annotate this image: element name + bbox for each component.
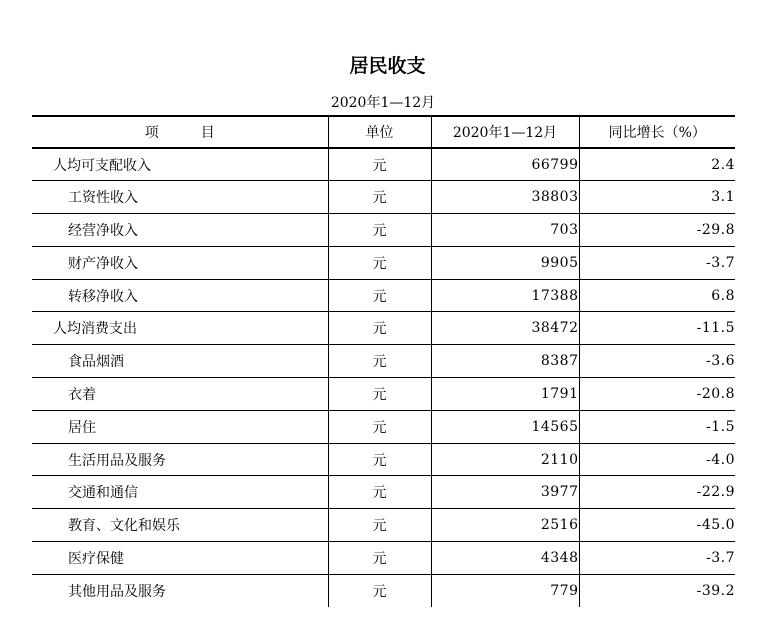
row-growth: -29.8 [579, 214, 735, 247]
row-unit: 元 [328, 410, 431, 443]
row-item-label: 居住 [32, 410, 328, 443]
header-growth: 同比增长（%） [579, 116, 735, 148]
row-value: 38472 [431, 312, 579, 345]
row-growth: -3.7 [579, 246, 735, 279]
row-unit: 元 [328, 574, 431, 607]
row-item-label: 人均消费支出 [32, 312, 328, 345]
stats-table [32, 115, 735, 607]
row-item-label: 人均可支配收入 [32, 148, 328, 181]
table-row [32, 574, 735, 607]
row-unit: 元 [328, 378, 431, 411]
table-row [32, 214, 735, 247]
table-row [32, 345, 735, 378]
row-item-label: 医疗保健 [32, 542, 328, 575]
row-item-label: 教育、文化和娱乐 [32, 509, 328, 542]
row-unit: 元 [328, 542, 431, 575]
row-item-label: 财产净收入 [32, 246, 328, 279]
row-unit: 元 [328, 345, 431, 378]
row-growth: 6.8 [579, 279, 735, 312]
row-item-label: 工资性收入 [32, 181, 328, 214]
table-row [32, 312, 735, 345]
page-title: 居民收支 [349, 55, 426, 77]
row-item-label: 衣着 [32, 378, 328, 411]
row-growth: 3.1 [579, 181, 735, 214]
header-value: 2020年1—12月 [431, 116, 579, 148]
row-value: 1791 [431, 378, 579, 411]
row-unit: 元 [328, 181, 431, 214]
row-growth: -3.6 [579, 345, 735, 378]
table-row [32, 542, 735, 575]
row-item-label: 交通和通信 [32, 476, 328, 509]
row-item-label: 食品烟酒 [32, 345, 328, 378]
table-row [32, 509, 735, 542]
row-value: 9905 [431, 246, 579, 279]
row-growth: -1.5 [579, 410, 735, 443]
row-unit: 元 [328, 214, 431, 247]
row-value: 703 [431, 214, 579, 247]
table-row [32, 378, 735, 411]
row-unit: 元 [328, 246, 431, 279]
row-value: 3977 [431, 476, 579, 509]
row-growth: -20.8 [579, 378, 735, 411]
table-row [32, 443, 735, 476]
row-item-label: 转移净收入 [32, 279, 328, 312]
row-unit: 元 [328, 509, 431, 542]
row-value: 8387 [431, 345, 579, 378]
table-row [32, 279, 735, 312]
row-item-label: 生活用品及服务 [32, 443, 328, 476]
table-row [32, 181, 735, 214]
row-unit: 元 [328, 443, 431, 476]
table-row [32, 148, 735, 181]
row-value: 66799 [431, 148, 579, 181]
row-value: 38803 [431, 181, 579, 214]
row-value: 17388 [431, 279, 579, 312]
row-value: 779 [431, 574, 579, 607]
header-item: 项 目 [32, 116, 328, 148]
row-growth: -3.7 [579, 542, 735, 575]
row-item-label: 经营净收入 [32, 214, 328, 247]
row-unit: 元 [328, 312, 431, 345]
row-unit: 元 [328, 476, 431, 509]
row-growth: -45.0 [579, 509, 735, 542]
row-value: 4348 [431, 542, 579, 575]
table-row [32, 410, 735, 443]
table-body [32, 148, 735, 607]
row-unit: 元 [328, 279, 431, 312]
table-header-row [32, 116, 735, 148]
table-period: 2020年1—12月 [330, 95, 436, 111]
row-unit: 元 [328, 148, 431, 181]
row-growth: -22.9 [579, 476, 735, 509]
row-growth: -39.2 [579, 574, 735, 607]
table-row [32, 246, 735, 279]
row-item-label: 其他用品及服务 [68, 584, 166, 600]
row-growth: -11.5 [579, 312, 735, 345]
row-value: 2110 [431, 443, 579, 476]
row-value: 2516 [431, 509, 579, 542]
table-row [32, 476, 735, 509]
row-growth: 2.4 [579, 148, 735, 181]
row-growth: -4.0 [579, 443, 735, 476]
header-unit: 单位 [328, 116, 431, 148]
row-value: 14565 [431, 410, 579, 443]
